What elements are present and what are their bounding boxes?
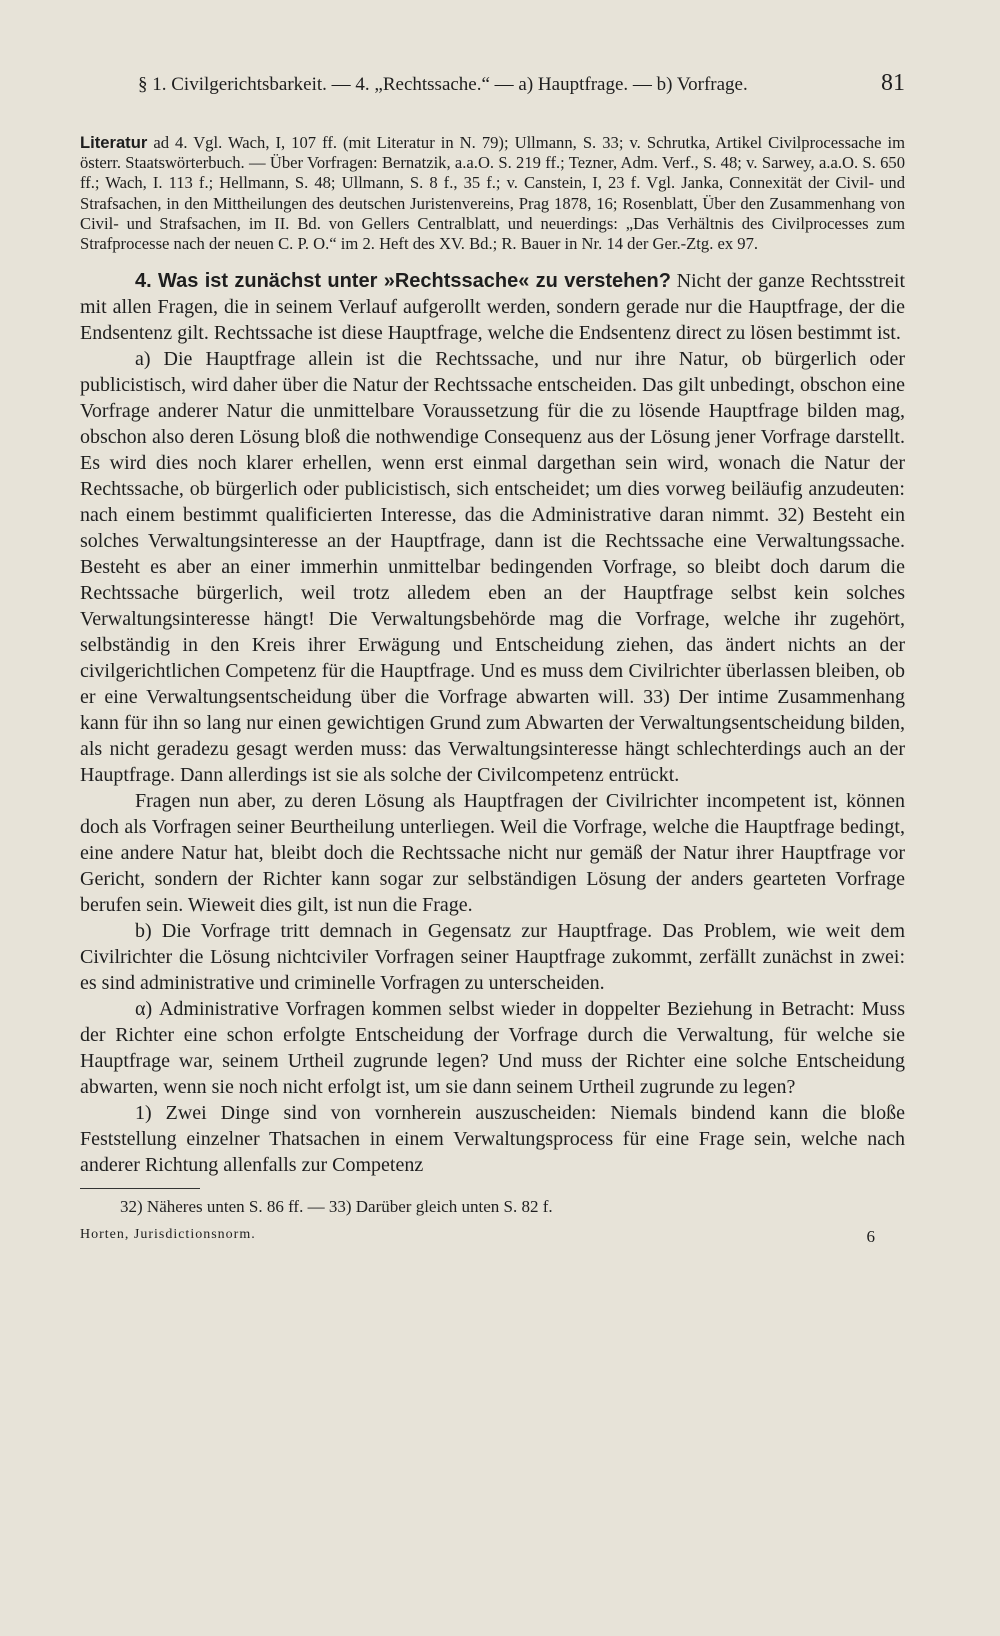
running-header (80, 70, 905, 97)
signature-text: Horten, Jurisdictionsnorm. (80, 1227, 256, 1243)
signature-number: 6 (866, 1227, 875, 1247)
footnote-rule (80, 1188, 200, 1189)
paragraph-a: a) Die Hauptfrage allein ist die Rechtssache, und nur ihre Natur, ob bürgerlich oder publicistisch, wird daher über die Natur der Rechtssache entscheiden. Das gilt unbedingt, obschon eine Vorfrage anderer Natur die unmittelbare Voraussetzung für die zu lösende Hauptfrage bilden mag, obschon also deren Lösung bloß die nothwendige Consequenz aus der Lösung jener Vorfrage darstellt. Es wird dies noch klarer erhellen, wenn erst einmal dargethan sein wird, wonach die Natur der Rechtssache, ob bürgerlich oder publicistisch, sich entscheidet; um dies vorweg beiläufig anzudeuten: nach einem bestimmt qualificierten Interesse, das die Administrative daran nimmt. 32) Besteht ein solches Verwaltungsinteresse an der Hauptfrage, dann ist die Rechtssache eine Verwaltungssache. Besteht es aber an einer immerhin unmittelbar bedingenden Vorfrage, so bleibt doch darum die Rechtssache bürgerlich, weil trotz alledem eben an der Hauptfrage selbst kein solches Verwaltungsinteresse hängt! Die Verwaltungsbehörde mag die Vorfrage, welche ihr zugehört, selbständig in den Kreis ihrer Erwägung und Entscheidung ziehen, das ändert nichts an der civilgerichtlichen Competenz für die Hauptfrage. Und es muss dem Civilrichter überlassen bleiben, ob er eine Verwaltungsentscheidung über die Vorfrage abwarten will. 33) Der intime Zusammenhang kann für ihn so lang nur einen gewichtigen Grund zum Abwarten der Verwaltungsentscheidung bilden, als nicht geradezu gesagt werden muss: das Verwaltungsinteresse hängt schlechterdings auch an der Hauptfrage. Dann allerdings ist sie als solche der Civilcompetenz entrückt. (80, 348, 905, 787)
literature-block (80, 133, 905, 254)
running-title: § 1. Civilgerichtsbarkeit. — 4. „Rechtssache.“ — a) Hauptfrage. — b) Vorfrage. (138, 74, 748, 95)
paragraph-1: 1) Zwei Dinge sind von vornherein auszuscheiden: Niemals bindend kann die bloße Feststellung einzelner Thatsachen in einem Verwaltungsprocess für eine Frage sein, welche nach anderer Richtung allenfalls zur Competenz (80, 1102, 905, 1177)
signature-line (80, 1227, 905, 1247)
paragraph-alpha: α) Administrative Vorfragen kommen selbst wieder in doppelter Beziehung in Betracht: Muss der Richter eine schon erfolgte Entscheidung der Vorfrage durch die Verwaltung, für welche sie Hauptfrage war, seinem Urtheil zugrunde legen? Und muss der Richter eine solche Entscheidung abwarten, wenn sie noch nicht erfolgt ist, um sie dann seinem Urtheil zugrunde zu legen? (80, 998, 905, 1099)
footnotes: 32) Näheres unten S. 86 ff. — 33) Darüber gleich unten S. 82 f. (120, 1197, 553, 1217)
page-number: 81 (881, 70, 905, 96)
section-4-heading: 4. Was ist zunächst unter »Rechtssache« zu verstehen? (135, 270, 671, 293)
paragraph-b: b) Die Vorfrage tritt demnach in Gegensatz zur Hauptfrage. Das Problem, wie weit dem Civilrichter die Lösung nichtciviler Vorfragen seiner Hauptfrage zukommt, zerfällt zunächst in zwei: es sind administrative und criminelle Vorfragen zu unterscheiden. (80, 920, 905, 995)
literature-label: Literatur (80, 133, 148, 152)
paragraph-fragen: Fragen nun aber, zu deren Lösung als Hauptfragen der Civilrichter incompetent ist, können doch als Vorfragen seiner Beurtheilung unterliegen. Weil die Vorfrage, welche die Hauptfrage bedingt, eine andere Natur hat, bleibt doch die Rechtssache nicht nur gemäß der Natur ihrer Hauptfrage vor Gericht, sondern der Richter kann sogar zur selbständigen Lösung der anders gearteten Vorfrage berufen sein. Wieweit dies gilt, ist nun die Frage. (80, 790, 905, 917)
literature-text: ad 4. Vgl. Wach, I, 107 ff. (mit Literatur in N. 79); Ullmann, S. 33; v. Schrutka, Artikel Civilprocessache im österr. Staatswörterbuch. — Über Vorfragen: Bernatzik, a.a.O. S. 219 ff.; Tezner, Adm. Verf., S. 48; v. Sarwey, a.a.O. S. 650 ff.; Wach, I. 113 f.; Hellmann, S. 48; Ullmann, S. 8 f., 35 f.; v. Canstein, I, 23 f. Vgl. Janka, Connexität der Civil- und Strafsachen, in den Mittheilungen des deutschen Juristenvereins, Prag 1878, 16; Rosenblatt, Über den Zusammenhang von Civil- und Strafsachen, im II. Bd. von Gellers Centralblatt, und neuerdings: „Das Verhältnis des Civilprocesses zum Strafprocesse nach der neuen C. P. O.“ im 2. Heft des XV. Bd.; R. Bauer in Nr. 14 der Ger.-Ztg. ex 97. (80, 133, 905, 254)
section-4-paragraph (80, 268, 905, 346)
section-4-text: Nicht der ganze Rechtsstreit mit allen Fragen, die in seinem Verlauf aufgerollt werden, sondern gerade nur die Hauptfrage, der die Endsentenz gilt. Rechtssache ist diese Hauptfrage, welche die Endsentenz direct zu lösen bestimmt ist. (80, 270, 905, 345)
